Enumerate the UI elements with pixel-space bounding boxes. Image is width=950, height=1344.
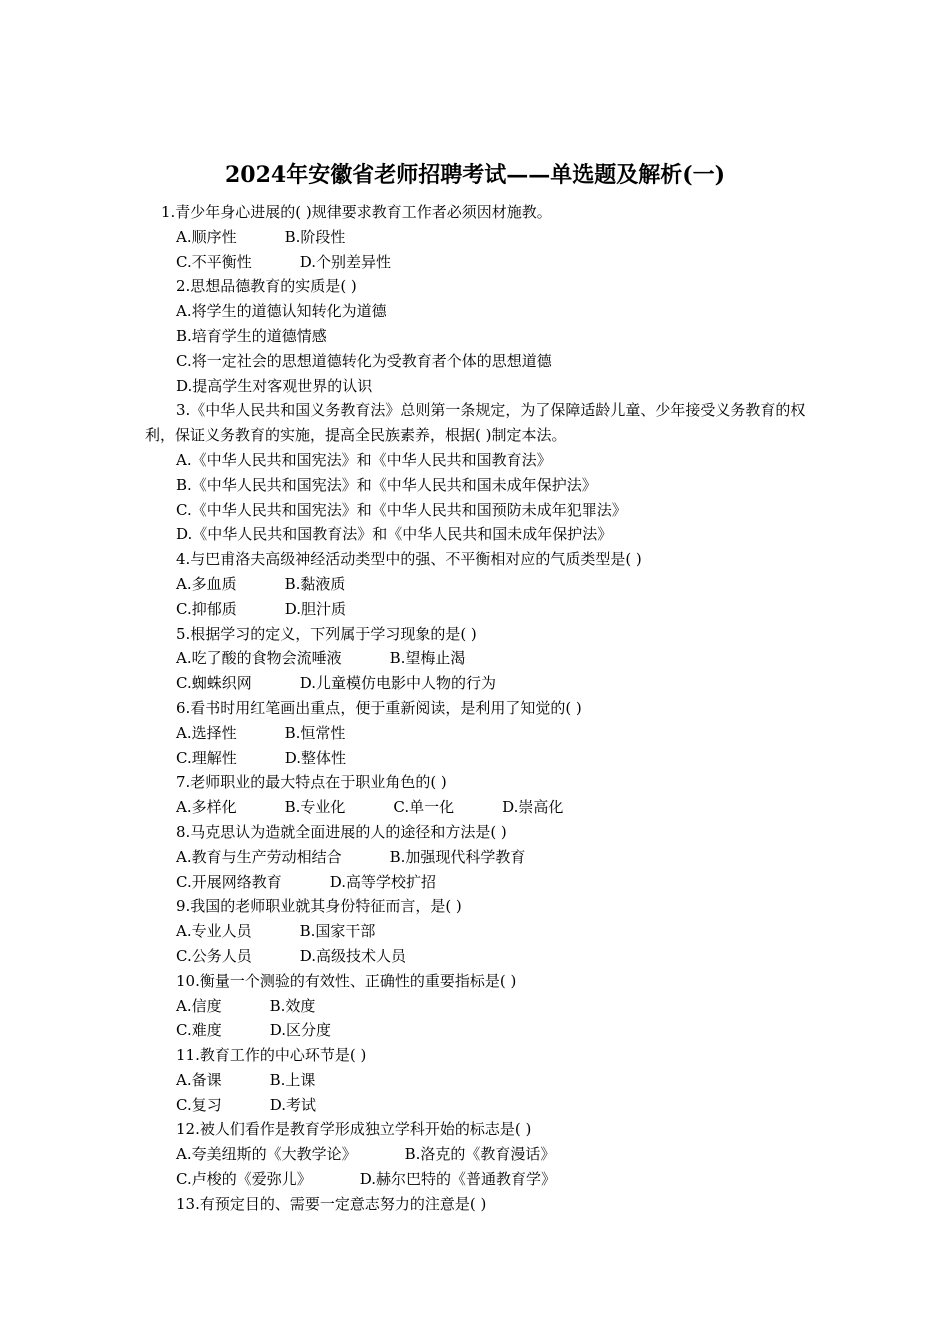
line-text: A.《中华人民共和国宪法》和《中华人民共和国教育法》 [176, 450, 552, 469]
answer-option: A.备课 [176, 1070, 222, 1089]
option-line [145, 994, 825, 1019]
line-text: A.将学生的道德认知转化为道德 [176, 302, 387, 321]
answer-option: C.开展网络教育 [176, 872, 282, 891]
answer-option: B.加强现代科学教育 [389, 847, 526, 866]
answer-option: C.蜘蛛织网 [176, 674, 252, 693]
answer-option: A.多血质 [176, 574, 237, 593]
answer-option: B.国家干部 [299, 922, 376, 941]
question-stem [145, 820, 825, 845]
answer-option: C.复习 [176, 1095, 222, 1114]
option-line [145, 374, 825, 399]
answer-option: C.难度 [176, 1021, 222, 1040]
option-line [145, 1018, 825, 1043]
answer-option: B.黏液质 [284, 574, 346, 593]
option-line [145, 299, 825, 324]
answer-option: A.顺序性 [176, 227, 237, 246]
option-line [145, 498, 825, 523]
option-line [145, 250, 825, 275]
option-line [145, 746, 825, 771]
line-text: 7.老师职业的最大特点在于职业角色的( ) [176, 773, 447, 792]
line-text: 4.与巴甫洛夫高级神经活动类型中的强、不平衡相对应的气质类型是( ) [176, 550, 642, 569]
question-stem [145, 770, 825, 795]
question-stem [145, 894, 825, 919]
answer-option: C.公务人员 [176, 946, 252, 965]
answer-option: D.赫尔巴特的《普通教育学》 [359, 1170, 556, 1189]
line-text: 10.衡量一个测验的有效性、正确性的重要指标是( ) [176, 971, 517, 990]
question-stem [145, 1192, 825, 1217]
answer-option: D.高级技术人员 [299, 946, 406, 965]
answer-option: D.整体性 [284, 748, 346, 767]
page-title: 2024年安徽省老师招聘考试——单选题及解析(一) [224, 162, 726, 188]
answer-option: C.抑郁质 [176, 599, 237, 618]
question-stem [145, 622, 825, 647]
question-list [145, 200, 825, 1217]
answer-option: A.教育与生产劳动相结合 [176, 847, 342, 866]
line-text: 9.我国的老师职业就其身份特征而言，是( ) [176, 897, 462, 916]
option-line [145, 795, 825, 820]
line-text: 8.马克思认为造就全面进展的人的途径和方法是( ) [176, 822, 507, 841]
option-line [145, 1167, 825, 1192]
answer-option: A.专业人员 [176, 922, 252, 941]
option-line [145, 349, 825, 374]
line-text: 2.思想品德教育的实质是( ) [176, 277, 357, 296]
line-text: 5.根据学习的定义，下列属于学习现象的是( ) [176, 624, 477, 643]
option-line [145, 671, 825, 696]
answer-option: B.洛克的《教育漫话》 [404, 1145, 556, 1164]
question-stem [145, 1117, 825, 1142]
line-text: 11.教育工作的中心环节是( ) [176, 1046, 367, 1065]
question-stem [145, 547, 825, 572]
answer-option: C.理解性 [176, 748, 237, 767]
answer-option: D.胆汁质 [284, 599, 346, 618]
answer-option: B.恒常性 [284, 723, 346, 742]
question-stem [145, 696, 825, 721]
answer-option: C.卢梭的《爱弥儿》 [176, 1170, 312, 1189]
answer-option: B.上课 [269, 1070, 316, 1089]
answer-option: D.崇高化 [502, 798, 564, 817]
answer-option: A.多样化 [176, 798, 237, 817]
line-text: 3.《中华人民共和国义务教育法》总则第一条规定，为了保障适龄儿童、少年接受义务教育的权利，保证义务教育的实施，提高全民族素养，根据( )制定本法。 [145, 401, 806, 445]
answer-option: D.考试 [269, 1095, 316, 1114]
option-line [145, 448, 825, 473]
option-line [145, 522, 825, 547]
line-text: 1.青少年身心进展的( )规律要求教育工作者必须因材施教。 [161, 203, 552, 221]
question-stem [145, 969, 825, 994]
line-text: D.《中华人民共和国教育法》和《中华人民共和国未成年保护法》 [176, 525, 613, 544]
option-line [145, 473, 825, 498]
option-line [145, 944, 825, 969]
answer-option: A.吃了酸的食物会流唾液 [176, 649, 342, 668]
option-line [145, 1142, 825, 1167]
option-line [145, 572, 825, 597]
line-text: B.培育学生的道德情感 [176, 326, 327, 345]
answer-option: B.阶段性 [284, 227, 346, 246]
answer-option: B.专业化 [284, 798, 346, 817]
answer-option: A.夸美纽斯的《大教学论》 [176, 1145, 357, 1164]
line-text: 13.有预定目的、需要一定意志努力的注意是( ) [176, 1194, 487, 1213]
answer-option: C.不平衡性 [176, 252, 252, 271]
option-line [145, 324, 825, 349]
answer-option: C.单一化 [393, 798, 455, 817]
answer-option: D.个别差异性 [299, 252, 391, 271]
line-text: 6.看书时用红笔画出重点，便于重新阅读，是利用了知觉的( ) [176, 698, 582, 717]
line-text: C.《中华人民共和国宪法》和《中华人民共和国预防未成年犯罪法》 [176, 500, 627, 519]
option-line [145, 1068, 825, 1093]
option-line [145, 845, 825, 870]
option-line [145, 646, 825, 671]
answer-option: D.高等学校扩招 [329, 872, 436, 891]
question-stem [145, 274, 825, 299]
answer-option: D.区分度 [269, 1021, 331, 1040]
question-stem [145, 200, 825, 225]
line-text: D.提高学生对客观世界的认识 [176, 376, 373, 395]
option-line [145, 597, 825, 622]
answer-option: B.效度 [269, 996, 316, 1015]
question-stem [145, 1043, 825, 1068]
option-line [145, 1093, 825, 1118]
option-line [145, 870, 825, 895]
answer-option: A.信度 [176, 996, 222, 1015]
line-text: C.将一定社会的思想道德转化为受教育者个体的思想道德 [176, 351, 552, 370]
option-line [145, 919, 825, 944]
option-line [145, 225, 825, 250]
answer-option: A.选择性 [176, 723, 237, 742]
question-stem [145, 398, 825, 448]
answer-option: D.儿童模仿电影中人物的行为 [299, 674, 496, 693]
line-text: 12.被人们看作是教育学形成独立学科开始的标志是( ) [176, 1120, 532, 1139]
line-text: B.《中华人民共和国宪法》和《中华人民共和国未成年保护法》 [176, 475, 597, 494]
answer-option: B.望梅止渴 [389, 649, 466, 668]
option-line [145, 721, 825, 746]
